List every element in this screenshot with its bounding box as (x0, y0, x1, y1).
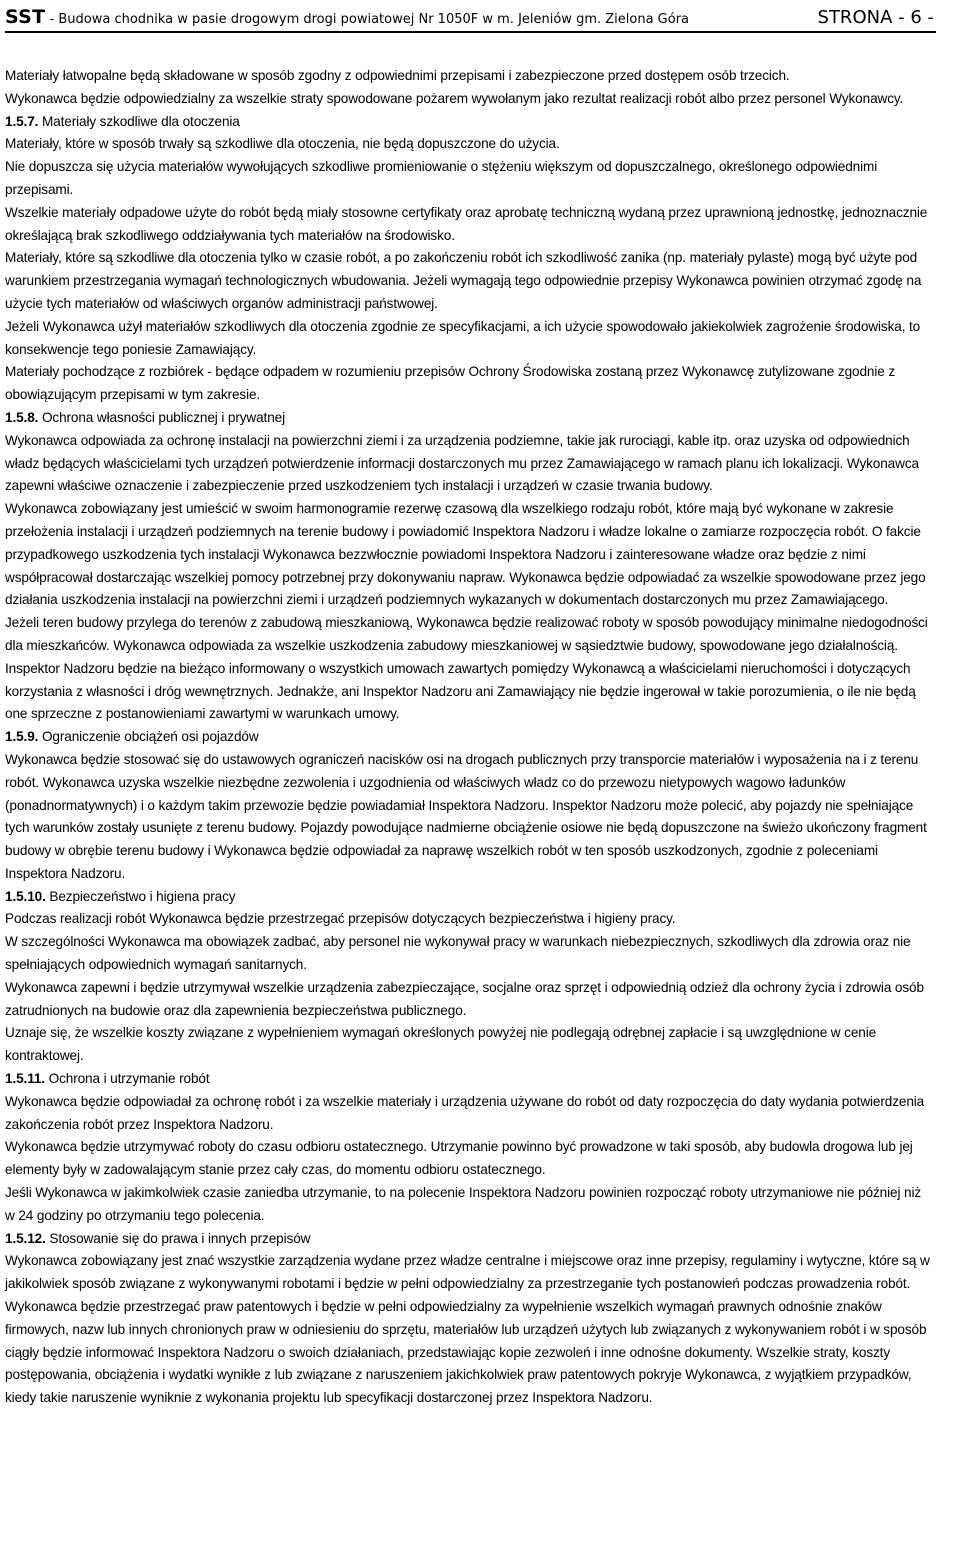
paragraph: Uznaje się, że wszelkie koszty związane z wypełnieniem wymagań określonych powyżej nie podlegają odrębnej zapłacie i są uwzględnione w cenie kontraktowej. (5, 1025, 877, 1064)
section-title: Ograniczenie obciążeń osi pojazdów (38, 729, 259, 745)
section-number: 1.5.12. (5, 1230, 46, 1246)
section-heading-1-5-8 (5, 407, 933, 430)
paragraph: Wszelkie materiały odpadowe użyte do robót będą miały stosowne certyfikaty oraz aprobatę techniczną wydaną przez uprawnioną jednostkę, jednoznacznie określającą brak szkodliwego oddziaływania tych materiałów na środowisko. (5, 204, 928, 243)
section-title: Ochrona i utrzymanie robót (44, 1071, 210, 1087)
section-number: 1.5.8. (5, 409, 39, 425)
header-title (5, 6, 689, 31)
paragraph: Wykonawca będzie odpowiedzialny za wszelkie straty spowodowane pożarem wywołanym jako rezultat realizacji robót albo przez personel Wykonawcy. (5, 90, 904, 106)
section-title: Ochrona własności publicznej i prywatnej (38, 409, 285, 425)
header-sst: SST (5, 6, 46, 28)
paragraph: Podczas realizacji robót Wykonawca będzie przestrzegać przepisów dotyczących bezpieczeństwa i higieny pracy. (5, 911, 676, 927)
section-heading-1-5-12 (5, 1228, 933, 1251)
section-number: 1.5.10. (5, 888, 46, 904)
paragraph: Wykonawca będzie stosować się do ustawowych ograniczeń nacisków osi na drogach publicznych przy transporcie materiałów i wyposażenia na i z terenu robót. Wykonawca uzyska wszelkie niezbędne zezwolenia i uzgodnienia od właściwych władz co do przewozu nietypowych wagowo ładunków (ponadnormatywnych) i o każdym takim przewozie będzie powiadamiał Inspektora Nadzoru. Inspektor Nadzoru może polecić, aby pojazdy nie spełniające tych warunków zostały usunięte z terenu budowy. Pojazdy powodujące nadmierne obciążenie osiowe nie będą dopuszczone na świeżo ukończony fragment budowy w obrębie terenu budowy i Wykonawca będzie odpowiadał za naprawę wszelkich robót w ten sposób uszkodzonych, zgodnie z poleceniami Inspektora Nadzoru. (5, 751, 927, 881)
section-heading-1-5-11 (5, 1068, 933, 1091)
section-title: Materiały szkodliwe dla otoczenia (38, 113, 240, 129)
paragraph: Inspektor Nadzoru będzie na bieżąco informowany o wszystkich umowach zawartych pomiędzy Wykonawcą a właścicielami nieruchomości i dotyczących korzystania z własności i dróg wewnętrznych. Jednakże, ani Inspektor Nadzoru ani Zamawiający nie będzie ingerował w takie porozumienia, o ile nie będą one sprzeczne z postanowieniami zawartymi w warunkach umowy. (5, 660, 916, 722)
paragraph: Wykonawca zobowiązany jest znać wszystkie zarządzenia wydane przez władze centralne i miejscowe oraz inne przepisy, regulaminy i wytyczne, które są w jakikolwiek sposób związane z wykonywanymi robotami i będzie w pełni odpowiedzialny za przestrzeganie tych postanowień podczas prowadzenia robót. (5, 1253, 930, 1292)
section-title: Bezpieczeństwo i higiena pracy (45, 888, 236, 904)
paragraph: Jeżeli Wykonawca użył materiałów szkodliwych dla otoczenia zgodnie ze specyfikacjami, a ich użycie spowodowało jakiekolwiek zagrożenie środowiska, to konsekwencje tego poniesie Zamawiający. (5, 318, 921, 357)
paragraph: Jeżeli teren budowy przylega do terenów z zabudową mieszkaniową, Wykonawca będzie realizować roboty w sposób powodujący minimalne niedogodności dla mieszkańców. Wykonawca odpowiada za wszelkie uszkodzenia zabudowy mieszkaniowej w sąsiedztwie budowy, spowodowane jego działalnością. (5, 615, 928, 653)
section-heading-1-5-7 (5, 111, 933, 134)
paragraph: Wykonawca będzie odpowiadał za ochronę robót i za wszelkie materiały i urządzenia używane do robót od daty rozpoczęcia do daty wydania potwierdzenia zakończenia robót przez Inspektora Nadzoru. (5, 1093, 925, 1132)
paragraph: Wykonawca zapewni i będzie utrzymywał wszelkie urządzenia zabezpieczające, socjalne oraz sprzęt i odpowiednią odzież dla ochrony życia i zdrowia osób zatrudnionych na budowie oraz dla zapewnienia bezpieczeństwa publicznego. (5, 979, 924, 1018)
paragraph: Materiały, które w sposób trwały są szkodliwe dla otoczenia, nie będą dopuszczone do użycia. (5, 136, 560, 152)
paragraph: W szczególności Wykonawca ma obowiązek zadbać, aby personel nie wykonywał pracy w warunkach niebezpiecznych, szkodliwych dla zdrowia oraz nie spełniających odpowiednich wymagań sanitarnych. (5, 934, 911, 973)
page-header (5, 3, 936, 33)
section-number: 1.5.11. (5, 1071, 45, 1087)
paragraph: Materiały, które są szkodliwe dla otoczenia tylko w czasie robót, a po zakończeniu robót ich szkodliwość zanika (np. materiały pylaste) mogą być użyte pod warunkiem przestrzegania wymagań technologicznych wbudowania. Jeżeli wymagają tego odpowiednie przepisy Wykonawca powinien otrzymać zgodę na użycie tych materiałów od właściwych organów administracji państwowej. (5, 250, 922, 311)
section-heading-1-5-9 (5, 726, 933, 749)
section-number: 1.5.9. (5, 729, 39, 745)
paragraph: Wykonawca zobowiązany jest umieścić w swoim harmonogramie rezerwę czasową dla wszelkiego rodzaju robót, które mają być wykonane w zakresie przełożenia instalacji i urządzeń podziemnych na terenie budowy i powiadomić Inspektora Nadzoru i władze lokalne o zamiarze rozpoczęcia robót. O fakcie przypadkowego uszkodzenia tych instalacji Wykonawca bezzwłocznie powiadomi Inspektora Nadzoru i zainteresowane władze oraz będzie z nimi współpracował dostarczając wszelkiej pomocy potrzebnej przy dokonywaniu napraw. Wykonawca będzie odpowiadać za wszelkie spowodowane przez jego działania uszkodzenia instalacji na powierzchni ziemi i urządzeń podziemnych wykazanych w dokumentach dostarczonych mu przez Zamawiającego. (5, 501, 926, 608)
paragraph: Wykonawca odpowiada za ochronę instalacji na powierzchni ziemi i za urządzenia podziemne, takie jak rurociągi, kable itp. oraz uzyska od odpowiednich władz będących właścicielami tych urządzeń potwierdzenie informacji dostarczonych mu przez Zamawiającego w ramach planu ich lokalizacji. Wykonawca zapewni właściwe oznaczenie i zabezpieczenie przed uszkodzeniem tych instalacji i urządzeń w czasie trwania budowy. (5, 432, 919, 494)
paragraph: Materiały łatwopalne będą składowane w sposób zgodny z odpowiednimi przepisami i zabezpieczone przed dostępem osób trzecich. (5, 68, 790, 83)
document-body (5, 65, 933, 1410)
section-heading-1-5-10 (5, 886, 933, 909)
section-title: Stosowanie się do prawa i innych przepisów (45, 1230, 311, 1246)
paragraph: Materiały pochodzące z rozbiórek - będące odpadem w rozumieniu przepisów Ochrony Środowiska zostaną przez Wykonawcę zutylizowane zgodnie z obowiązującym przepisami w tym zakresie. (5, 364, 896, 403)
paragraph: Jeśli Wykonawca w jakimkolwiek czasie zaniedba utrzymanie, to na polecenie Inspektora Nadzoru powinien rozpocząć roboty utrzymaniowe nie później niż w 24 godziny po otrzymaniu tego polecenia. (5, 1185, 922, 1223)
header-subtitle: - Budowa chodnika w pasie drogowym drogi powiatowej Nr 1050F w m. Jeleniów gm. Zielona Góra (45, 12, 690, 27)
page-number: STRONA - 6 - (817, 7, 934, 28)
paragraph: Nie dopuszcza się użycia materiałów wywołujących szkodliwe promieniowanie o stężeniu większym od dopuszczalnego, określonego odpowiednimi przepisami. (5, 159, 878, 197)
paragraph: Wykonawca będzie utrzymywać roboty do czasu odbioru ostatecznego. Utrzymanie powinno być prowadzone w taki sposób, aby budowla drogowa lub jej elementy były w zadowalającym stanie przez cały czas, do momentu odbioru ostatecznego. (5, 1139, 913, 1178)
paragraph: Wykonawca będzie przestrzegać praw patentowych i będzie w pełni odpowiedzialny za wypełnienie wszelkich wymagań prawnych odnośnie znaków firmowych, nazw lub innych chronionych praw w odniesieniu do sprzętu, materiałów lub urządzeń użytych lub związanych z wykonywaniem robót i w sposób ciągły będzie informować Inspektora Nadzoru o swoich działaniach, przedstawiając kopie zezwoleń i inne odnośne dokumenty. Wszelkie straty, koszty postępowania, obciążenia i wydatki wynikłe z lub związane z naruszeniem jakichkolwiek praw patentowych pokryje Wykonawca, z wyjątkiem przypadków, kiedy takie naruszenie wyniknie z wykonania projektu lub specyfikacji dostarczonej przez Inspektora Nadzoru. (5, 1299, 927, 1406)
section-number: 1.5.7. (5, 113, 39, 129)
